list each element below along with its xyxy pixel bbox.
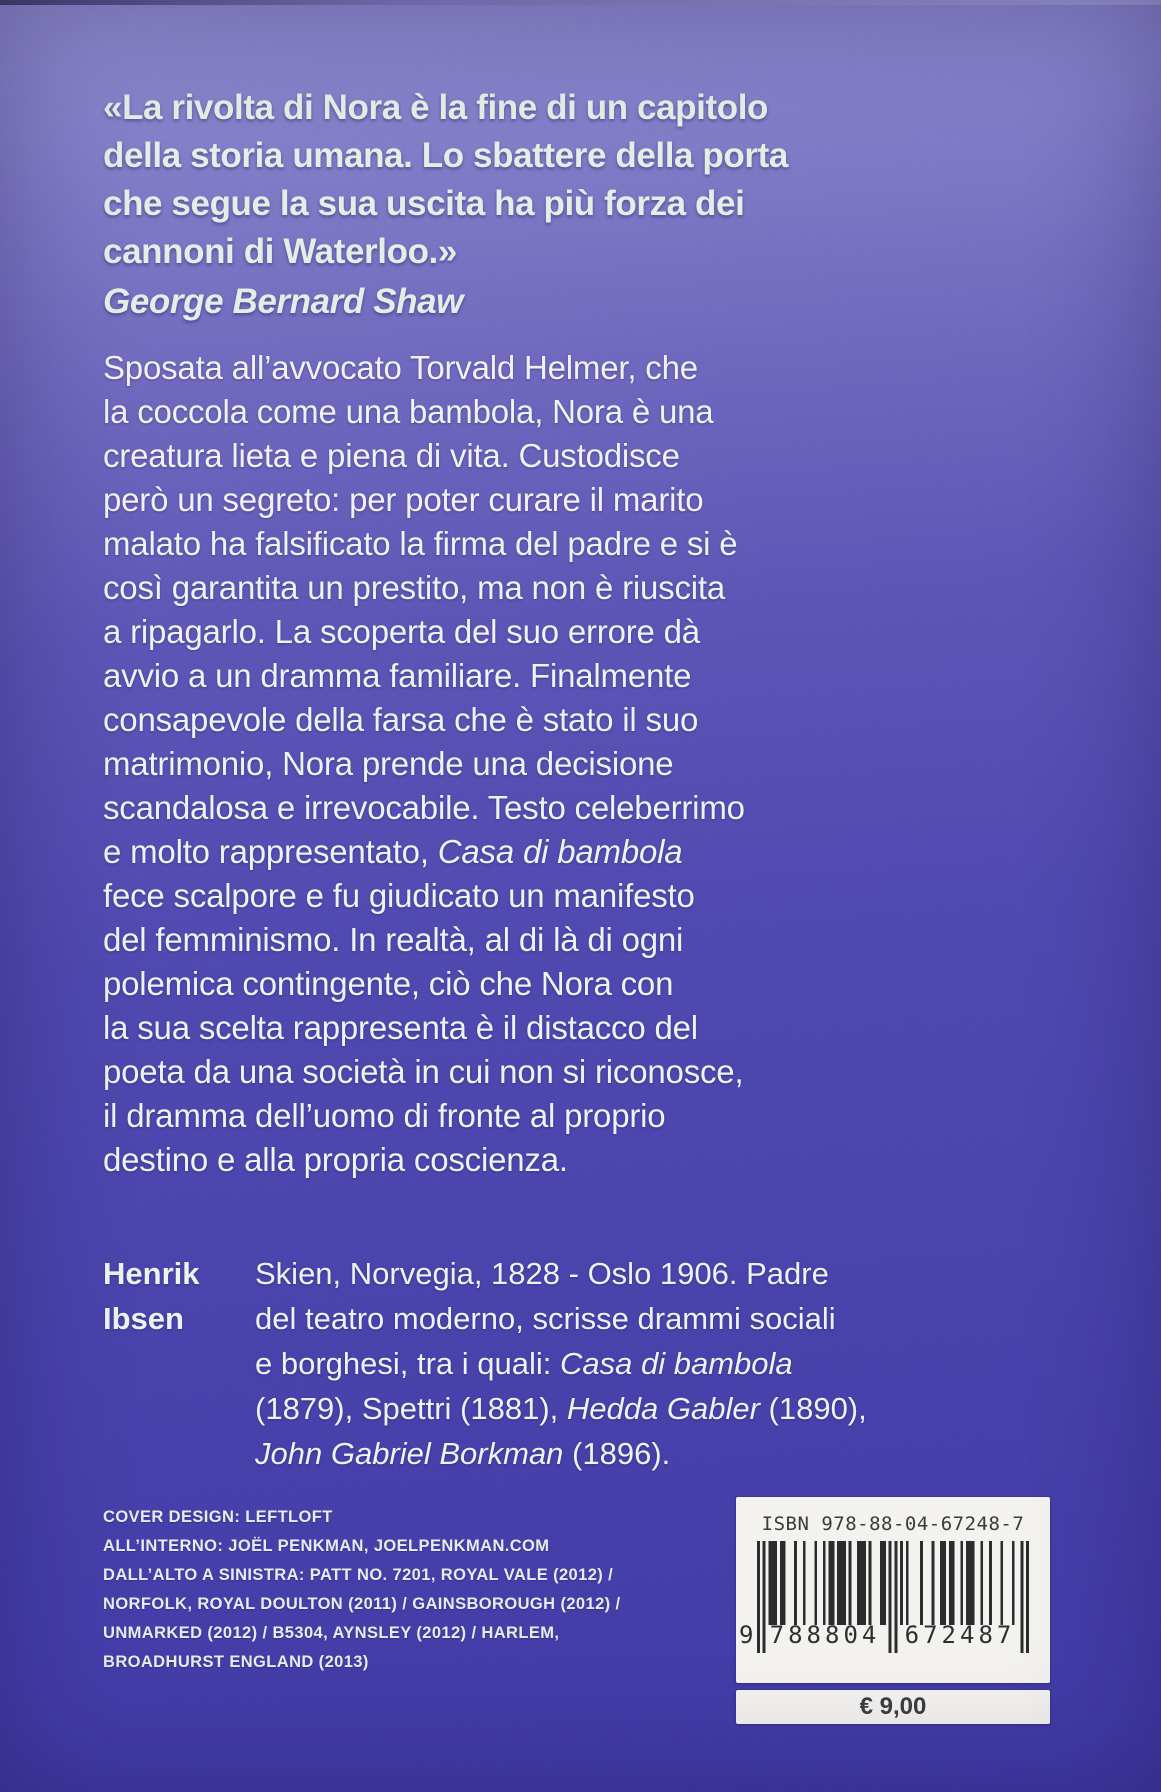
text: del femminismo. In realtà, al di là di ogni bbox=[103, 921, 684, 958]
text: avvio a un dramma familiare. Finalmente bbox=[103, 657, 692, 694]
text-line bbox=[103, 1590, 621, 1619]
barcode-digits-right: 672487 bbox=[904, 1621, 1016, 1649]
text-line bbox=[103, 918, 745, 962]
price-text: € 9,00 bbox=[859, 1693, 927, 1720]
text-line bbox=[103, 1648, 621, 1677]
text: a ripagarlo. La scoperta del suo errore dà bbox=[103, 613, 700, 650]
text-line bbox=[103, 84, 788, 132]
author-bio-text bbox=[255, 1251, 867, 1476]
italic-text: John Gabriel Borkman bbox=[255, 1436, 564, 1471]
text: la coccola come una bambola, Nora è una bbox=[103, 393, 714, 430]
text: del teatro moderno, scrisse drammi sociali bbox=[255, 1301, 836, 1336]
text: BROADHURST ENGLAND (2013) bbox=[103, 1653, 369, 1671]
text-line bbox=[103, 1138, 745, 1182]
text-line bbox=[255, 1251, 867, 1296]
author-bio-block bbox=[103, 1251, 867, 1476]
barcode-digits bbox=[739, 1621, 1047, 1651]
text-line bbox=[103, 1006, 745, 1050]
text-line bbox=[103, 1251, 199, 1296]
text: cannoni di Waterloo.» bbox=[103, 232, 457, 271]
text: la sua scelta rappresenta è il distacco del bbox=[103, 1009, 698, 1046]
text: malato ha falsificato la firma del padre e si è bbox=[103, 525, 738, 562]
text-line bbox=[255, 1341, 867, 1386]
text: consapevole della farsa che è stato il suo bbox=[103, 701, 699, 738]
text: matrimonio, Nora prende una decisione bbox=[103, 745, 674, 782]
text: ALL’INTERNO: JOËL PENKMAN, JOELPENKMAN.COM bbox=[103, 1537, 550, 1555]
text: NORFOLK, ROYAL DOULTON (2011) / GAINSBOROUGH (2012) / bbox=[103, 1595, 621, 1613]
barcode-label bbox=[736, 1497, 1050, 1683]
quote-block bbox=[103, 84, 788, 326]
text-line bbox=[255, 1431, 867, 1476]
text-line bbox=[103, 1561, 621, 1590]
text: il dramma dell’uomo di fronte al proprio bbox=[103, 1097, 666, 1134]
italic-text: Casa di bambola bbox=[560, 1346, 793, 1381]
text: Skien, Norvegia, 1828 - Oslo 1906. Padre bbox=[255, 1256, 829, 1291]
author-name bbox=[103, 1251, 199, 1341]
text-line bbox=[103, 962, 745, 1006]
text-line bbox=[103, 1532, 621, 1561]
text-line bbox=[103, 1619, 621, 1648]
text-line bbox=[255, 1296, 867, 1341]
text-line bbox=[103, 1296, 199, 1341]
text: Sposata all’avvocato Torvald Helmer, che bbox=[103, 349, 698, 386]
text-line bbox=[255, 1386, 867, 1431]
text: (1896). bbox=[563, 1436, 671, 1471]
photo-top-edge bbox=[0, 0, 1161, 5]
text-line bbox=[103, 522, 745, 566]
text-line bbox=[103, 742, 745, 786]
text-line bbox=[103, 132, 788, 180]
text: (1879), Spettri (1881), bbox=[255, 1391, 567, 1426]
text-line bbox=[103, 786, 745, 830]
text: creatura lieta e piena di vita. Custodisce bbox=[103, 437, 680, 474]
text: (1890), bbox=[759, 1391, 867, 1426]
italic-text: Casa di bambola bbox=[437, 833, 683, 870]
text-line bbox=[103, 654, 745, 698]
text-line bbox=[103, 566, 745, 610]
ean-barcode bbox=[739, 1541, 1029, 1653]
quote-attribution: George Bernard Shaw bbox=[103, 282, 464, 321]
text-line bbox=[103, 1050, 745, 1094]
text: DALL’ALTO A SINISTRA: PATT NO. 7201, ROYAL VALE (2012) / bbox=[103, 1566, 614, 1584]
text: Henrik bbox=[103, 1256, 200, 1291]
credits-block bbox=[103, 1503, 621, 1677]
text-line bbox=[103, 346, 745, 390]
text: polemica contingente, ciò che Nora con bbox=[103, 965, 674, 1002]
text: e borghesi, tra i quali: bbox=[255, 1346, 561, 1381]
text-line bbox=[103, 434, 745, 478]
text: fece scalpore e fu giudicato un manifesto bbox=[103, 877, 695, 914]
italic-text: Hedda Gabler bbox=[566, 1391, 760, 1426]
text-line bbox=[103, 390, 745, 434]
text-line bbox=[103, 228, 788, 276]
text: Ibsen bbox=[103, 1301, 184, 1336]
isbn-text: ISBN 978-88-04-67248-7 bbox=[761, 1513, 1025, 1535]
text: e molto rappresentato, bbox=[103, 833, 438, 870]
text-line bbox=[103, 478, 745, 522]
text-line bbox=[103, 1094, 745, 1138]
text: scandalosa e irrevocabile. Testo celeberrimo bbox=[103, 789, 745, 826]
text: che segue la sua uscita ha più forza dei bbox=[103, 184, 745, 223]
synopsis-block bbox=[103, 346, 745, 1182]
text: «La rivolta di Nora è la fine di un capitolo bbox=[103, 88, 769, 127]
text-line bbox=[103, 830, 745, 874]
text: UNMARKED (2012) / B5304, AYNSLEY (2012) / HARLEM, bbox=[103, 1624, 560, 1642]
text: COVER DESIGN: LEFTLOFT bbox=[103, 1508, 333, 1526]
text-line bbox=[103, 874, 745, 918]
price-label bbox=[736, 1690, 1050, 1724]
text: così garantita un prestito, ma non è riuscita bbox=[103, 569, 725, 606]
barcode-digits-left: 788804 bbox=[769, 1621, 881, 1649]
text-line bbox=[103, 1503, 621, 1532]
barcode-digit-first: 9 bbox=[739, 1621, 754, 1649]
text: poeta da una società in cui non si riconosce, bbox=[103, 1053, 744, 1090]
text-line bbox=[103, 180, 788, 228]
quote-lines bbox=[103, 84, 788, 276]
text: però un segreto: per poter curare il marito bbox=[103, 481, 704, 518]
text-line bbox=[103, 610, 745, 654]
text-line bbox=[103, 698, 745, 742]
text: destino e alla propria coscienza. bbox=[103, 1141, 568, 1178]
text: della storia umana. Lo sbattere della porta bbox=[103, 136, 788, 175]
